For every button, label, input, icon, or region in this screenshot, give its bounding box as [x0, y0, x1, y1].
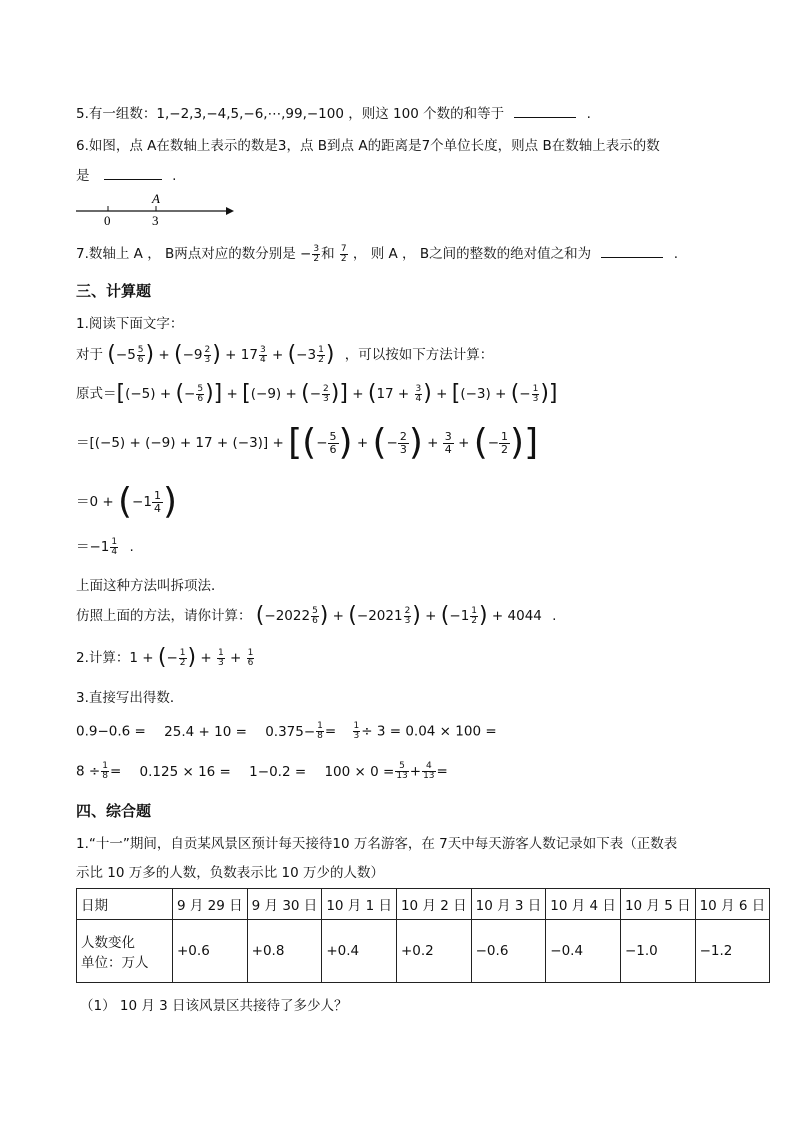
table-cell: −1.2 [695, 920, 770, 983]
calc-1-line1: 对于 (−5 $\frac{5}{6}$ ) + (−9 $\frac{2}{3}$ ) + 17 $\frac{3}{4}$ + (−3 $\frac{1}{2}$ ) ，可以按如下方法计算： [76, 342, 494, 367]
calc-1-line4: ＝0 + (−1 $\frac{1}{4}$ ) [76, 481, 177, 522]
section-4-title: 四、综合题 [76, 802, 152, 820]
table-cell: +0.2 [396, 920, 471, 983]
arrow-head [226, 207, 234, 215]
fraction: $\frac{3}{2}$ [313, 243, 320, 264]
calc-1-line3: ＝[(−5) + (−9) + 17 + (−3)] + [(− $\frac{5}{6}$ ) + (− $\frac{2}{3}$ ) + $\frac{3}{4}$ + (− $\frac{1}{2}$ )] [76, 422, 539, 463]
answer-blank [601, 256, 663, 258]
number-line [76, 190, 241, 230]
table-cell: +0.6 [173, 920, 248, 983]
comp-1-sub1: （1） 10 月 3 日该风景区共接待了多少人？ [80, 998, 348, 1014]
question-6-line1: 6.如图，点 A在数轴上表示的数是3，点 B到点 A的距离是7个单位长度，则点 B在数轴上表示的数 [76, 138, 660, 154]
table-cell: 10 月 2 日 [396, 889, 471, 920]
table-cell: 10 月 6 日 [695, 889, 770, 920]
table-cell: 10 月 3 日 [471, 889, 546, 920]
visitor-table [76, 888, 770, 983]
tick-0-label: 0 [104, 213, 111, 228]
table-cell: 日期 [77, 889, 173, 920]
calc-2: 2.计算：1 + (− $\frac{1}{2}$ ) + $\frac{1}{3}$ + $\frac{1}{6}$ [76, 645, 254, 670]
question-5-text: 5.有一组数：1,−2,3,−4,5,−6,⋯,99,−100 ，则这 100 个数的和等于 [76, 106, 505, 122]
question-6-text: 是 [76, 168, 90, 184]
calc-1-intro: 1.阅读下面文字： [76, 316, 184, 332]
comp-1-line2: 示比 10 万多的人数，负数表示比 10 万少的人数） [76, 865, 385, 881]
table-row [77, 920, 770, 983]
point-a-label: A [152, 191, 160, 206]
period: . [673, 246, 678, 262]
table-cell: −0.6 [471, 920, 546, 983]
calc-1-line5: ＝−1 $\frac{1}{4}$ . [76, 536, 134, 557]
comp-1-line1: 1.“十一”期间，自贡某风景区预计每天接待10 万名游客，在 7天中每天游客人数记录如下表（正数表 [76, 836, 678, 852]
calc-3-row2: 8 ÷ $\frac{1}{8}$ = 0.125 × 16 = 1−0.2 = 100 × 0 = $\frac{5}{13}$ + $\frac{4}{13}$ = [76, 761, 448, 781]
question-7-text: 7.数轴上 A ， B两点对应的数分别是 − [76, 246, 312, 262]
calc-3-title: 3.直接写出得数． [76, 690, 184, 706]
period: . [172, 168, 177, 184]
table-cell: +0.4 [322, 920, 397, 983]
table-cell: −0.4 [546, 920, 621, 983]
table-cell: −1.0 [620, 920, 695, 983]
answer-blank [104, 178, 162, 180]
answer-blank [514, 116, 576, 118]
question-5 [76, 102, 591, 122]
table-cell: 人数变化 单位：万人 [77, 920, 173, 983]
calc-1-line6: 上面这种方法叫拆项法． [76, 578, 225, 594]
table-cell: 9 月 29 日 [173, 889, 248, 920]
question-6-line2 [76, 164, 176, 184]
table-cell: 10 月 1 日 [322, 889, 397, 920]
section-3-title: 三、计算题 [76, 282, 152, 300]
tick-3-label: 3 [152, 213, 159, 228]
calc-1-line2: 原式＝[(−5) + (− $\frac{5}{6}$ )] + [(−9) + (− $\frac{2}{3}$ )] + (17 + $\frac{3}{4}$ ) + [(−3) + (− $\frac{1}{3}$ )] [76, 381, 558, 406]
table-cell: +0.8 [247, 920, 322, 983]
table-header-row [77, 889, 770, 920]
calc-1-line7: 仿照上面的方法，请你计算： (−2022 $\frac{5}{6}$ ) + (−2021 $\frac{2}{3}$ ) + (−1 $\frac{1}{2}$ ) + 4044 . [76, 603, 557, 628]
fraction: $\frac{7}{2}$ [340, 243, 347, 264]
table-cell: 10 月 5 日 [620, 889, 695, 920]
question-7: 7.数轴上 A ， B两点对应的数分别是 − $\frac{3}{2}$ 和 $\frac{7}{2}$ ， 则 A ， B之间的整数的绝对值之和为 . [76, 243, 678, 264]
table-cell: 10 月 4 日 [546, 889, 621, 920]
table-cell: 9 月 30 日 [247, 889, 322, 920]
period: . [586, 106, 591, 122]
calc-3-row1: 0.9−0.6 = 25.4 + 10 = 0.375− $\frac{1}{8}$ = $\frac{1}{3}$ ÷ 3 = 0.04 × 100 = [76, 721, 497, 741]
